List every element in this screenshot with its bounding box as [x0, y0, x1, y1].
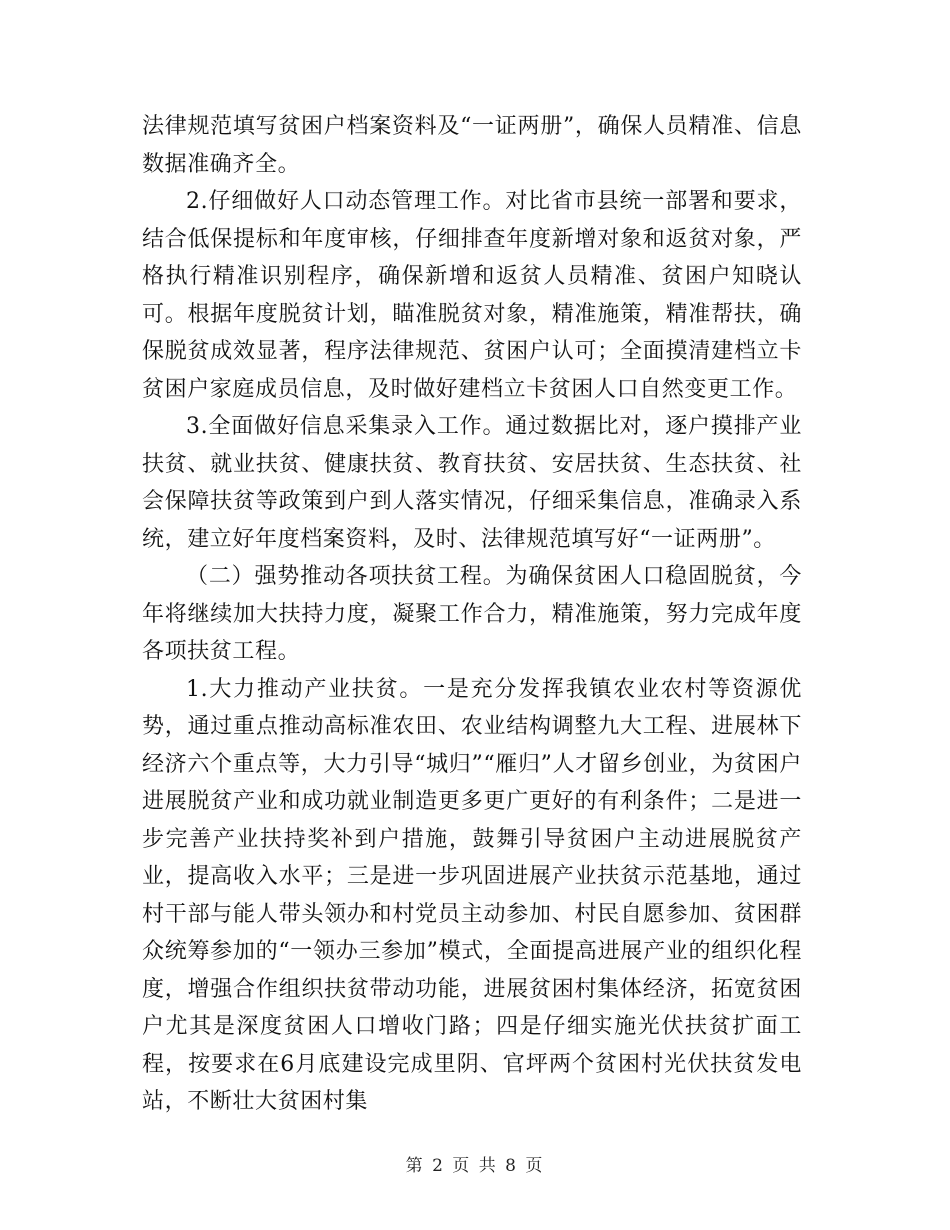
footer-middle: 页 共	[452, 1156, 498, 1176]
footer-current-page: 2	[432, 1156, 445, 1176]
page-footer	[0, 1151, 950, 1176]
footer-prefix: 第	[405, 1156, 425, 1176]
footer-suffix: 页	[525, 1156, 545, 1176]
document-body	[142, 108, 802, 1121]
paragraph-continuation: 法律规范填写贫困户档案资料及“一证两册”，确保人员精准、信息数据准确齐全。	[142, 114, 802, 177]
section-heading-poverty-projects: （二）强势推动各项扶贫工程。为确保贫困人口稳固脱贫，今年将继续加大扶持力度，凝聚工作合力，精准施策，努力完成年度各项扶贫工程。	[142, 564, 802, 664]
paragraph-population-management: 2.仔细做好人口动态管理工作。对比省市县统一部署和要求，结合低保提标和年度审核，仔细排查年度新增对象和返贫对象，严格执行精准识别程序，确保新增和返贫人员精准、贫困户知晓认可。根据年度脱贫计划，瞄准脱贫对象，精准施策，精准帮扶，确保脱贫成效显著，程序法律规范、贫困户认可；全面摸清建档立卡贫困户家庭成员信息，及时做好建档立卡贫困人口自然变更工作。	[142, 189, 802, 402]
paragraph-info-collection: 3.全面做好信息采集录入工作。通过数据比对，逐户摸排产业扶贫、就业扶贫、健康扶贫、教育扶贫、安居扶贫、生态扶贫、社会保障扶贫等政策到户到人落实情况，仔细采集信息，准确录入系统，建立好年度档案资料，及时、法律规范填写好“一证两册”。	[142, 414, 802, 552]
footer-total-pages: 8	[505, 1156, 518, 1176]
paragraph-industry-poverty-relief: 1.大力推动产业扶贫。一是充分发挥我镇农业农村等资源优势，通过重点推动高标准农田、农业结构调整九大工程、进展林下经济六个重点等，大力引导“城归”“雁归”人才留乡创业，为贫困户进展脱贫产业和成功就业制造更多更广更好的有利条件；二是进一步完善产业扶持奖补到户措施，鼓舞引导贫困户主动进展脱贫产业，提高收入水平；三是进一步巩固进展产业扶贫示范基地，通过村干部与能人带头领办和村党员主动参加、村民自愿参加、贫困群众统筹参加的“一领办三参加”模式，全面提高进展产业的组织化程度，增强合作组织扶贫带动功能，进展贫困村集体经济，拓宽贫困户尤其是深度贫困人口增收门路；四是仔细实施光伏扶贫扩面工程，按要求在6月底建设完成里阴、官坪两个贫困村光伏扶贫发电站，不断壮大贫困村集	[142, 676, 802, 1114]
